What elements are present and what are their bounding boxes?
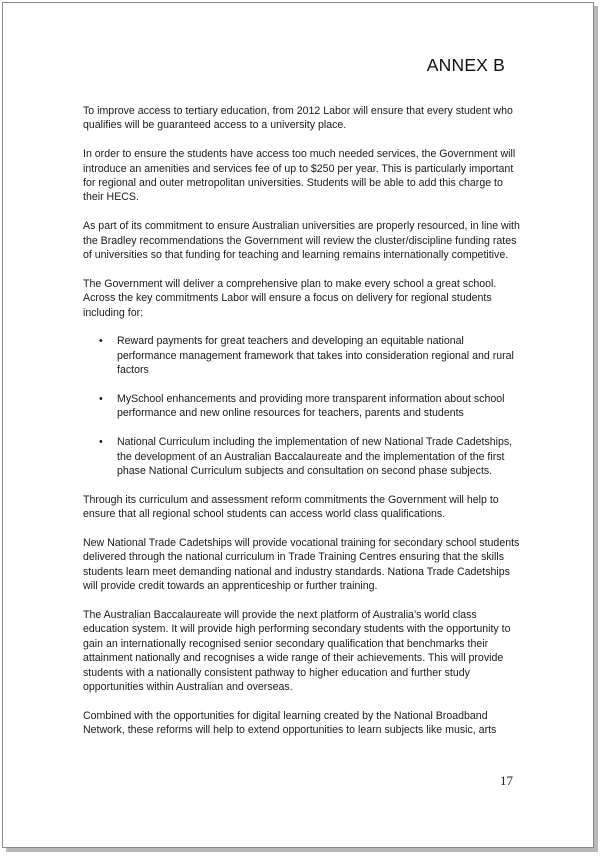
- list-item-text: National Curriculum including the implementation of new National Trade Cadetships, the development of an Australian Baccalaureate and the implementation of the first phase National Curriculum subjects and consultation on second phase subjects.: [117, 436, 513, 478]
- paragraph-baccalaureate: The Australian Baccalaureate will provide the next platform of Australia’s world class education system. It will provide high performing secondary students with the opportunity to gain an internationally recognised senior secondary qualification that benchmarks their attainment nationally and recognises a wide range of their achievements. This will provide students with a nationally consistent pathway to higher education and further study opportunities within Australian and overseas.: [83, 609, 511, 694]
- bullet-icon: •: [99, 436, 103, 449]
- bullet-icon: •: [99, 335, 103, 348]
- list-item-text: MySchool enhancements and providing more transparent information about school performance and new online resources for teachers, parents and students: [117, 393, 505, 420]
- paragraph-funding-review: As part of its commitment to ensure Australian universities are properly resourced, in line with the Bradley recommendations the Government will review the cluster/discipline funding rates of universities so that funding for teaching and learning remains internationally competitive.: [83, 220, 520, 262]
- paragraph-great-school-plan: The Government will deliver a comprehensive plan to make every school a great school. Across the key commitments Labor will ensure a focus on delivery for regional students including for:: [83, 277, 497, 319]
- bullet-icon: •: [99, 393, 103, 406]
- list-item: [83, 435, 523, 478]
- paragraph-amenities-fee: In order to ensure the students have access too much needed services, the Government will introduce an amenities and services fee of up to $250 per year. This is particularly important for regional and outer metropolitan universities. Students will be able to add this charge to their HECS.: [83, 148, 516, 204]
- paragraph-tertiary-access: To improve access to tertiary education, from 2012 Labor will ensure that every student who qualifies will be guaranteed access to a university place.: [83, 105, 513, 132]
- annex-heading: ANNEX B: [426, 55, 505, 75]
- list-item: [83, 334, 523, 377]
- paragraph-digital-learning: Combined with the opportunities for digital learning created by the National Broadband Network, these reforms will help to extend opportunities to learn subjects like music, arts: [83, 709, 497, 737]
- list-item-text: Reward payments for great teachers and developing an equitable national performance management framework that takes into consideration regional and rural factors: [117, 335, 514, 377]
- paragraph-curriculum-reform: Through its curriculum and assessment reform commitments the Government will help to ensure that all regional school students can access world class qualifications.: [83, 493, 499, 521]
- document-page: [2, 2, 594, 848]
- paragraph-trade-cadetships: New National Trade Cadetships will provide vocational training for secondary school students delivered through the national curriculum in Trade Training Centres ensuring that the skills students learn meet demanding national and industry standards. Nationa Trade Cadetships will provide credit towards an apprenticeship or further training.: [83, 537, 520, 593]
- list-item: [83, 392, 523, 421]
- page-number: 17: [500, 773, 513, 788]
- commitments-list: [83, 334, 523, 478]
- body-text: [83, 104, 523, 752]
